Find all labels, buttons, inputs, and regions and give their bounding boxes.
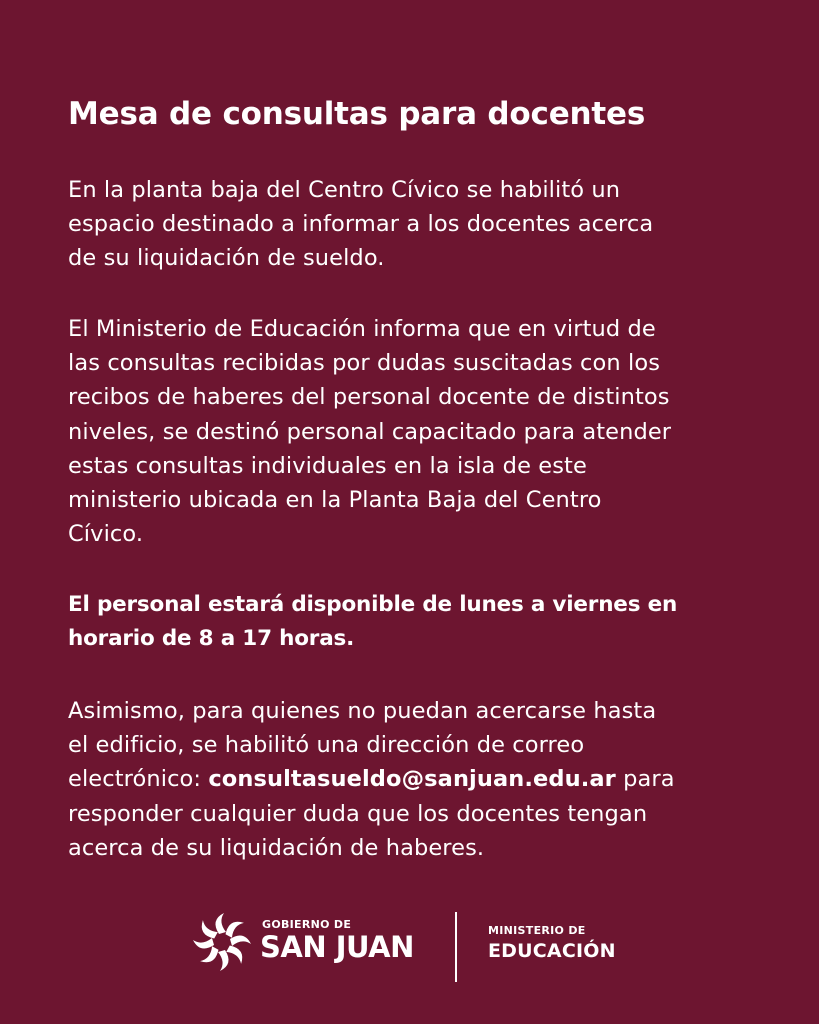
email-link[interactable]: consultasueldo@sanjuan.edu.ar <box>208 766 616 793</box>
text-line: las consultas recibidas por dudas suscitadas con los <box>68 350 661 377</box>
footer-logos <box>0 906 819 986</box>
text-line: el edificio, se habilitó una dirección de correo <box>68 732 585 759</box>
text-line: acerca de su liquidación de haberes. <box>68 834 485 861</box>
text-line: ministerio ubicada en la Planta Baja del Centro <box>68 487 602 514</box>
paragraph-ministry <box>68 312 768 551</box>
logo-arm <box>215 913 226 934</box>
text-line: El personal estará disponible de lunes a viernes en <box>68 592 678 617</box>
text-line: espacio destinado a informar a los docentes acerca <box>68 211 654 238</box>
gobierno-label: GOBIERNO DE <box>262 918 352 931</box>
educacion-label: EDUCACIÓN <box>488 940 616 962</box>
sun-swirl-logo-icon <box>190 910 254 974</box>
text-line: recibos de haberes del personal docente de distintos <box>68 384 670 411</box>
logo-arm <box>218 950 229 971</box>
text-line: Asimismo, para quienes no puedan acercarse hasta <box>68 698 657 724</box>
text-line: responder cualquier duda que los docentes tengan <box>68 800 648 827</box>
text-line: horario de 8 a 17 horas. <box>68 626 355 652</box>
logo-arm <box>230 935 251 946</box>
text-line: de su liquidación de sueldo. <box>68 245 385 272</box>
logo-arm <box>193 938 214 949</box>
text-line: electrónico: <box>68 766 209 793</box>
paragraph-intro <box>68 173 768 276</box>
text-line: El Ministerio de Educación informa que en virtud de <box>68 316 656 342</box>
divider <box>455 912 457 982</box>
text-line: estas consultas individuales en la isla de este <box>68 452 587 479</box>
paragraph-schedule <box>68 588 768 656</box>
text-line: niveles, se destinó personal capacitado para atender <box>68 418 672 445</box>
text-line: Cívico. <box>68 521 144 548</box>
ministerio-label: MINISTERIO DE <box>488 924 586 937</box>
page-title: Mesa de consultas para docentes <box>68 96 646 132</box>
san-juan-label: SAN JUAN <box>260 930 414 964</box>
text-line: para <box>615 766 675 793</box>
paragraph-email <box>68 694 768 865</box>
text-line: En la planta baja del Centro Cívico se habilitó un <box>68 177 621 203</box>
